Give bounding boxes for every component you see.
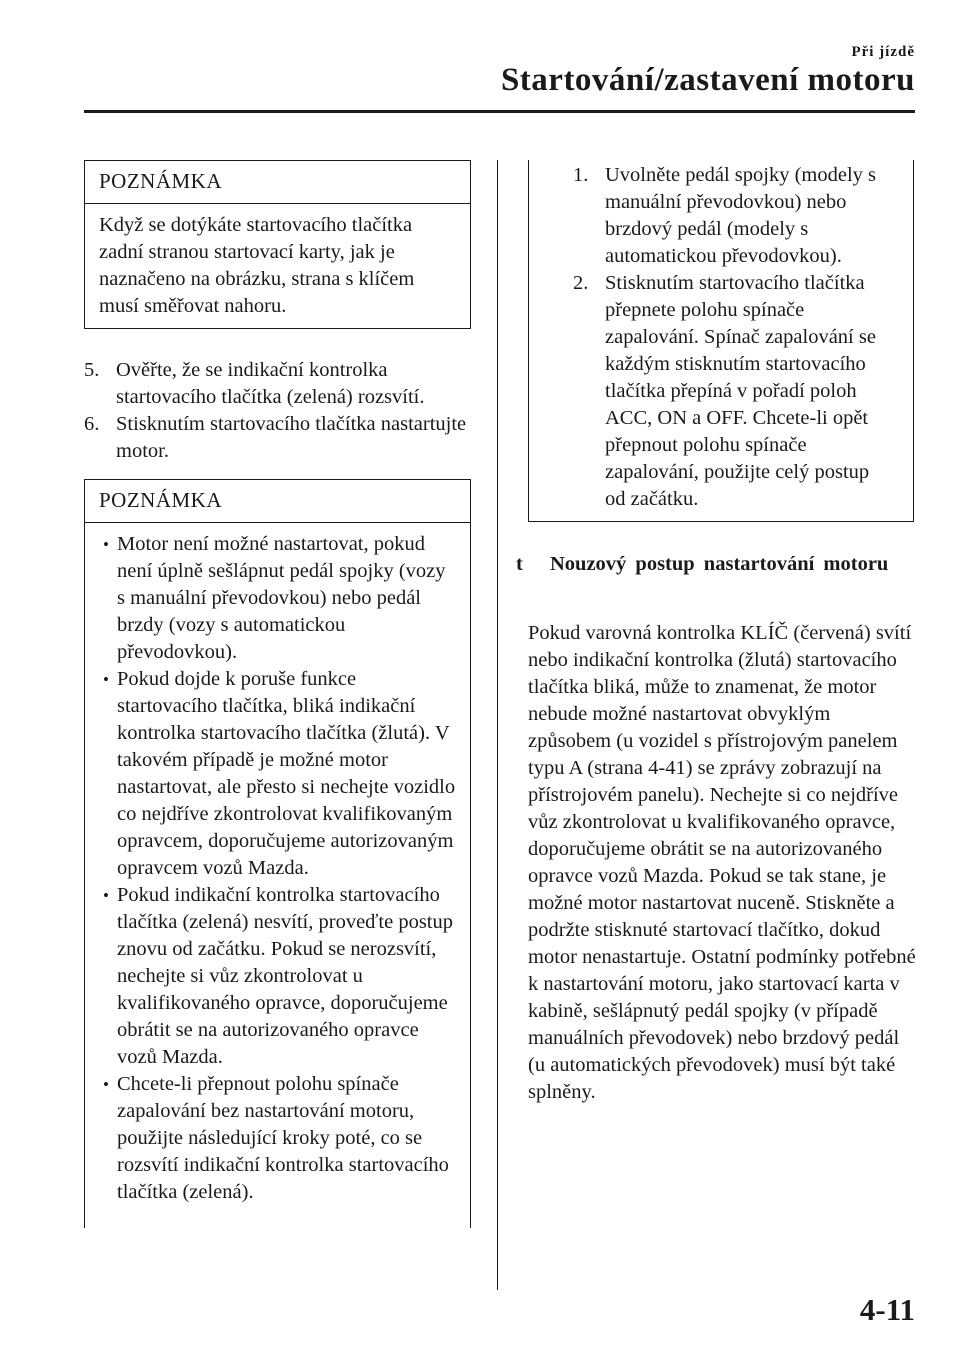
note-heading: POZNÁMKA <box>85 480 470 523</box>
note-text: Když se dotýkáte startovacího tlačítka zadní stranou startovací karty, jak je naznačeno na obrázku, strana s klíčem musí směřovat nahoru. <box>99 214 415 317</box>
column-divider <box>497 160 498 1290</box>
bullet-text: Motor není možné nastartovat, pokud není úplně sešlápnut pedál spojky (vozy s manuální převodovkou) nebo pedál brzdy (vozy s automatickou převodovkou). <box>117 533 446 663</box>
bullet-dot-icon: • <box>103 1075 109 1094</box>
step-number: 5. <box>84 359 100 381</box>
bullet-text: Pokud indikační kontrolka startovacího tlačítka (zelená) nesvítí, proveďte postup znovu od začátku. Pokud se nerozsvítí, nechejte si vůz zkontrolovat u kvalifikovaného opravce, doporučujeme obrátit se na autorizovaného opravce vozů Mazda. <box>117 884 454 1068</box>
step-item <box>573 270 893 513</box>
note-bullet-list <box>99 531 456 1206</box>
bullet-dot-icon: • <box>103 670 109 689</box>
section-marker-icon: t <box>516 553 523 575</box>
bullet-text: Pokud dojde k poruše funkce startovacího tlačítka, bliká indikační kontrolka startovacího tlačítka (žlutá). V takovém případě je možné motor nastartovat, ale přesto si nechejte vozidlo co nejdříve zkontrolovat kvalifikovaným opravcem, doporučujeme autorizovaným opravcem vozů Mazda. <box>117 668 456 879</box>
step-text: Stisknutím startovacího tlačítka nastartujte motor. <box>116 413 467 462</box>
bullet-item <box>99 531 456 666</box>
steps-list-right <box>573 162 893 513</box>
bullet-item <box>99 882 456 1071</box>
page-title: Startování/zastavení motoru <box>500 62 915 98</box>
note-box-1 <box>84 160 471 329</box>
section-label: Při jízdě <box>851 44 915 60</box>
subsection-title: Nouzový postup nastartování motoru <box>550 553 889 575</box>
step-item <box>84 357 469 411</box>
step-item <box>573 162 893 270</box>
step-item <box>84 411 469 465</box>
bullet-item <box>99 666 456 882</box>
note-continuation-box <box>528 160 914 522</box>
note-box-2 <box>84 479 471 1228</box>
subsection-heading <box>516 551 916 578</box>
step-number: 1. <box>573 164 589 186</box>
step-text: Stisknutím startovacího tlačítka přepnete polohu spínače zapalování. Spínač zapalování se každým stisknutím startovacího tlačítka přepíná v pořadí poloh ACC, ON a OFF. Chcete-li opět přepnout polohu spínače zapalování, použijte celý postup od začátku. <box>605 272 876 510</box>
step-text: Ověřte, že se indikační kontrolka startovacího tlačítka (zelená) rozsvítí. <box>116 359 425 408</box>
step-number: 2. <box>573 272 589 294</box>
emergency-paragraph: Pokud varovná kontrolka KLÍČ (červená) svítí nebo indikační kontrolka (žlutá) startovacího tlačítka bliká, může to znamenat, že motor nebude možné nastartovat obvyklým způsobem (u vozidel s přístrojovým panelem typu A (strana 4-41) se zprávy zobrazují na přístrojovém panelu). Nechejte si co nejdříve vůz zkontrolovat u kvalifikovaného opravce, doporučujeme obrátit se na autorizovaného opravce vozů Mazda. Pokud se tak stane, je možné motor nastartovat nuceně. Stiskněte a podržte stisknuté startovací tlačítko, dokud motor nenastartuje. Ostatní podmínky potřebné k nastartování motoru, jako startovací karta v kabině, sešlápnutý pedál spojky (v případě manuálních převodovek) nebo brzdový pedál (u automatických převodovek) musí být také splněny. <box>528 622 916 1103</box>
page-number: 4-11 <box>859 1292 915 1327</box>
header-rule <box>84 110 915 113</box>
note-body <box>85 523 470 1214</box>
note-heading: POZNÁMKA <box>85 161 470 204</box>
bullet-text: Chcete-li přepnout polohu spínače zapalování bez nastartování motoru, použijte následující kroky poté, co se rozsvítí indikační kontrolka startovacího tlačítka (zelená). <box>117 1073 449 1203</box>
bullet-dot-icon: • <box>103 886 109 905</box>
steps-list-left <box>84 357 469 465</box>
bullet-dot-icon: • <box>103 535 109 554</box>
bullet-item <box>99 1071 456 1206</box>
note-body <box>85 204 470 328</box>
step-text: Uvolněte pedál spojky (modely s manuální převodovkou) nebo brzdový pedál (modely s automatickou převodovkou). <box>605 164 877 267</box>
step-number: 6. <box>84 413 100 435</box>
